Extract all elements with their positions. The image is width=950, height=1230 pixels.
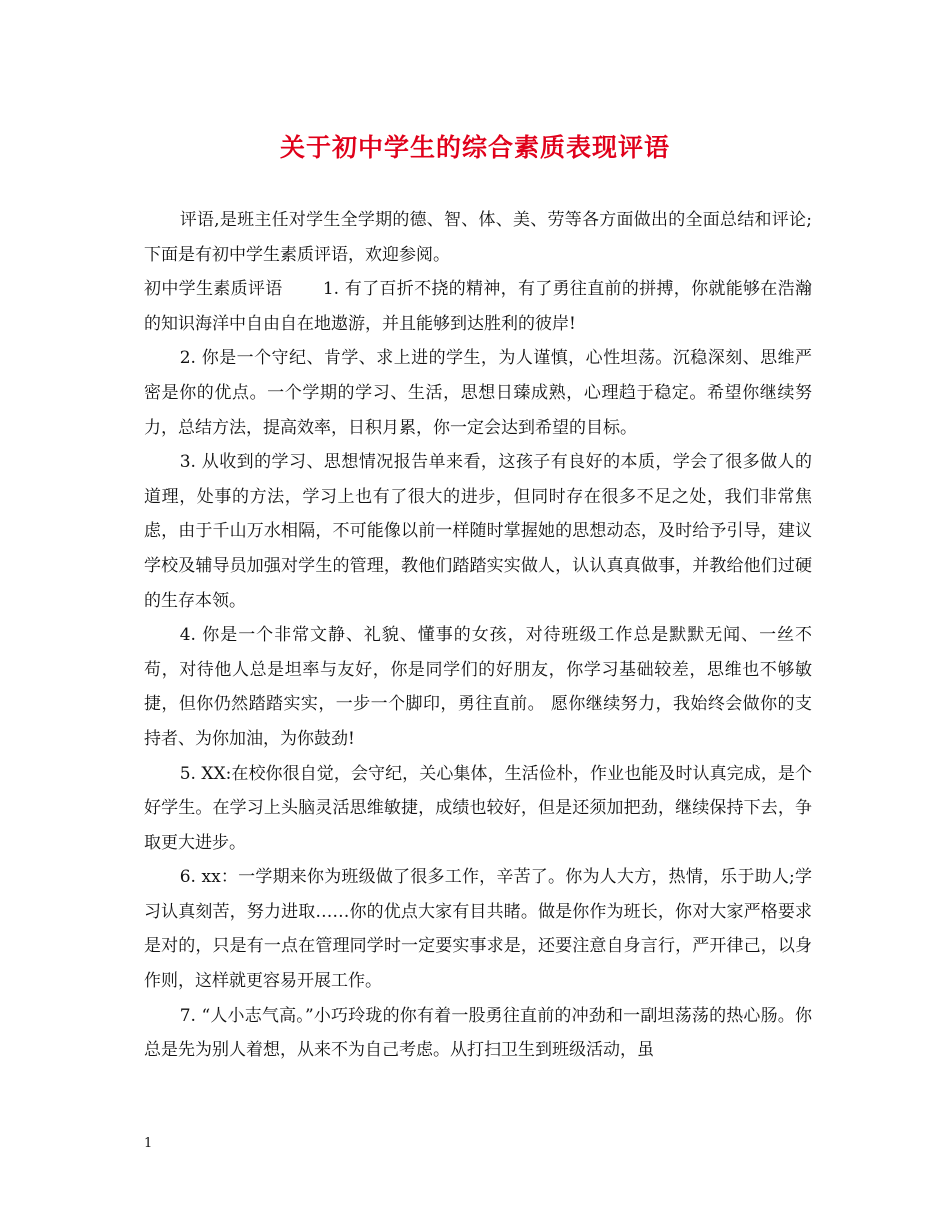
paragraph-6: 6. xx：一学期来你为班级做了很多工作，辛苦了。你为人大方，热情，乐于助人;学习认真刻苦，努力进取……你的优点大家有目共睹。做是你作为班长，你对大家严格要求是对的，只是有一点在管理同学时一定要实事求是，还要注意自身言行，严开律己，以身作则，这样就更容易开展工作。 bbox=[144, 867, 812, 992]
paragraph-4: 4. 你是一个非常文静、礼貌、懂事的女孩，对待班级工作总是默默无闻、一丝不苟，对待他人总是坦率与友好，你是同学们的好朋友，你学习基础较差，思维也不够敏捷，但你仍然踏踏实实，一步一个脚印，勇往直前。 愿你继续努力，我始终会做你的支持者、为你加油，为你鼓劲! bbox=[144, 625, 812, 749]
document-body bbox=[144, 203, 812, 1068]
paragraph-7: 7. “人小志气高。”小巧玲珑的你有着一股勇往直前的冲劲和一副坦荡荡的热心肠。你总是先为别人着想，从来不为自己考虑。从打扫卫生到班级活动，虽 bbox=[144, 1005, 812, 1061]
document-title: 关于初中学生的综合素质表现评语 bbox=[279, 133, 670, 162]
paragraph-5: 5. XX:在校你很自觉，会守纪，关心集体，生活俭朴，作业也能及时认真完成，是个好学生。在学习上头脑灵活思维敏捷，成绩也较好，但是还须加把劲，继续保持下去，争取更大进步。 bbox=[144, 763, 812, 853]
page-number: 1 bbox=[144, 1136, 153, 1151]
paragraph-2: 2. 你是一个守纪、肯学、求上进的学生，为人谨慎，心性坦荡。沉稳深刻、思维严密是你的优点。一个学期的学习、生活，思想日臻成熟，心理趋于稳定。希望你继续努力，总结方法，提高效率，日积月累，你一定会达到希望的目标。 bbox=[144, 348, 812, 438]
paragraph-3: 3. 从收到的学习、思想情况报告单来看，这孩子有良好的本质，学会了很多做人的道理，处事的方法，学习上也有了很大的进步，但同时存在很多不足之处，我们非常焦虑，由于千山万水相隔，不可能像以前一样随时掌握她的思想动态，及时给予引导，建议学校及辅导员加强对学生的管理，教他们踏踏实实做人，认认真真做事，并教给他们过硬的生存本领。 bbox=[144, 452, 812, 611]
paragraph-intro: 评语,是班主任对学生全学期的德、智、体、美、劳等各方面做出的全面总结和评论;下面是有初中学生素质评语，欢迎参阅。 bbox=[144, 210, 812, 265]
paragraph-1: 初中学生素质评语 1. 有了百折不挠的精神，有了勇往直前的拼搏，你就能够在浩瀚的知识海洋中自由自在地遨游，并且能够到达胜利的彼岸! bbox=[144, 279, 812, 334]
